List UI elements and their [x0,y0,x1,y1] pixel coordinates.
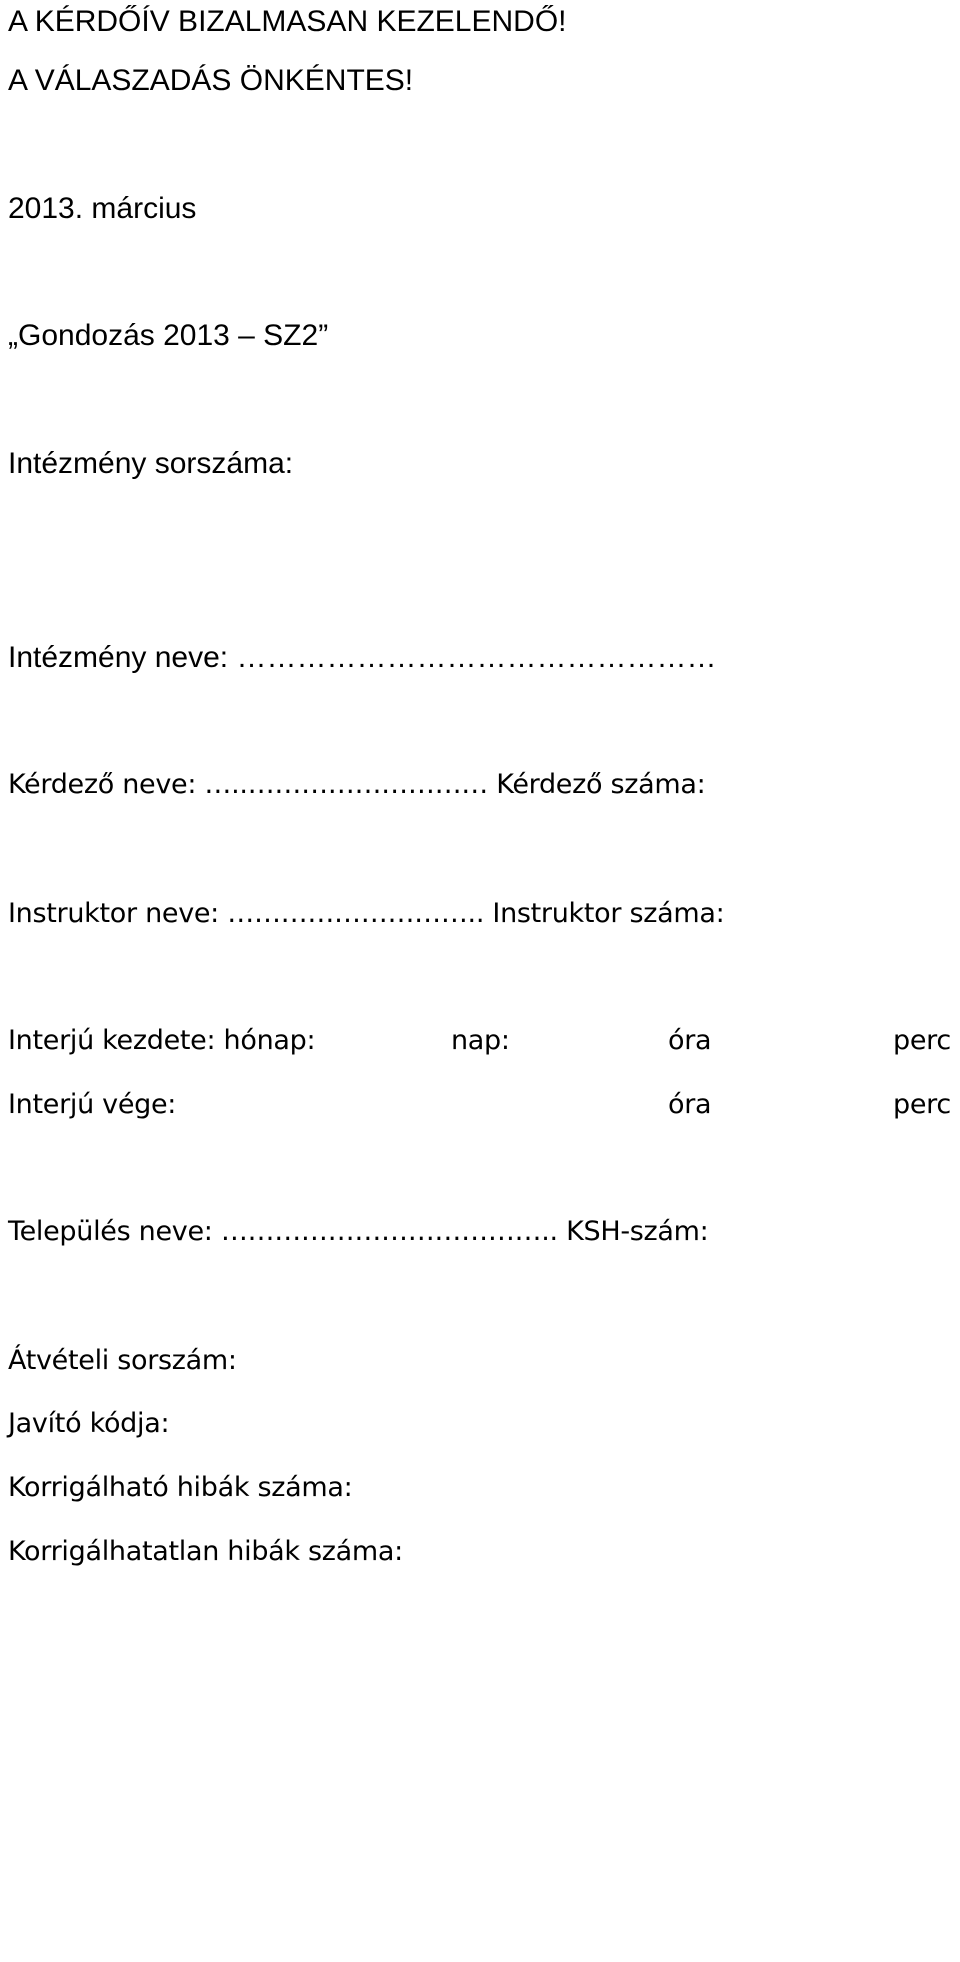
voluntary-notice: A VÁLASZADÁS ÖNKÉNTES! [8,64,414,97]
interview-start-minute: perc [893,1025,951,1056]
corrector-code-label: Javító kódja: [8,1408,170,1439]
confidential-notice: A KÉRDŐÍV BIZALMASAN KEZELENDŐ! [8,5,567,38]
settlement-name-label: Település neve: ……………………………….. KSH-szám: [8,1216,709,1247]
correctable-errors-label: Korrigálható hibák száma: [8,1472,353,1503]
interviewer-name-label: Kérdező neve: …..……………………… Kérdező száma: [8,769,706,800]
interview-end-hour: óra [668,1089,712,1120]
interview-end-row [8,1087,958,1123]
interview-start-label: Interjú kezdete: hónap: [8,1025,316,1056]
instructor-name-label: Instruktor neve: ……………………….. Instruktor száma: [8,898,725,929]
interview-start-day: nap: [451,1025,510,1056]
uncorrectable-errors-label: Korrigálhatatlan hibák száma: [8,1536,403,1567]
interview-start-row [8,1023,958,1059]
institution-number-label: Intézmény sorszáma: [8,447,294,480]
interview-end-label: Interjú vége: [8,1089,177,1120]
survey-date: 2013. március [8,192,197,225]
survey-title: „Gondozás 2013 – SZ2” [8,319,329,352]
interview-start-hour: óra [668,1025,712,1056]
receipt-number-label: Átvételi sorszám: [8,1345,237,1376]
interview-end-minute: perc [893,1089,951,1120]
institution-name-label: Intézmény neve: ………………………………………… [8,641,717,674]
